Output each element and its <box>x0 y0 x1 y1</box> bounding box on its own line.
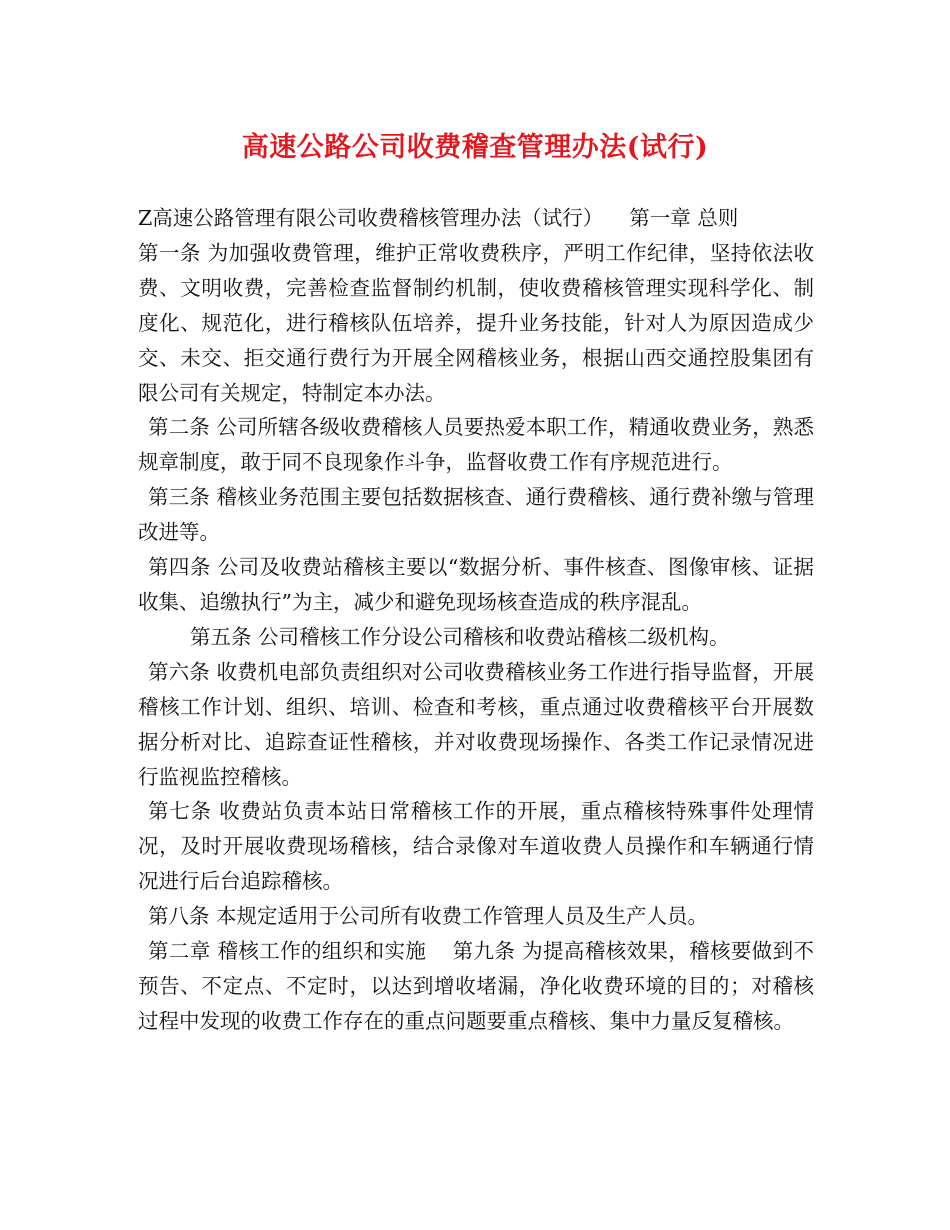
chapter-heading: 第一章 总则 <box>629 206 739 230</box>
chapter-heading: 第二章 稽核工作的组织和实施 <box>148 939 427 964</box>
paragraph-text: Z高速公路管理有限公司收费稽核管理办法（试行） <box>138 206 604 230</box>
paragraph-text: 第九条 为提高稽核效果，稽核要做到不预告、不定点、不定时，以达到增收堵漏，净化收费环境的目的；对稽核过程中发现的收费工作存在的重点问题要重点稽核、集中力量反复稽核。 <box>138 939 815 1033</box>
document-body <box>138 201 814 1039</box>
paragraph-article-2: 第二条 公司所辖各级收费稽核人员要热爱本职工作，精通收费业务，熟悉规章制度，敢于同不良现象作斗争，监督收费工作有序规范进行。 <box>138 415 814 475</box>
paragraph-article-4: 第四条 公司及收费站稽核主要以“数据分析、事件核查、图像审核、证据收集、追缴执行”为主，减少和避免现场核查造成的秩序混乱。 <box>138 555 814 614</box>
paragraph-article-5: 第五条 公司稽核工作分设公司稽核和收费站稽核二级机构。 <box>190 624 730 649</box>
paragraph-chapter-2 <box>138 934 814 1039</box>
paragraph-article-8: 第八条 本规定适用于公司所有收费工作管理人员及生产人员。 <box>148 904 709 929</box>
paragraph-article-3: 第三条 稽核业务范围主要包括数据核查、通行费稽核、通行费补缴与管理改进等。 <box>138 485 814 545</box>
paragraph-intro <box>138 201 814 236</box>
paragraph-article-6: 第六条 收费机电部负责组织对公司收费稽核业务工作进行指导监督，开展稽核工作计划、组织、培训、检查和考核，重点通过收费稽核平台开展数据分析对比、追踪查证性稽核，并对收费现场操作、各类工作记录情况进行监视监控稽核。 <box>138 659 814 789</box>
paragraph-article-1: 第一条 为加强收费管理，维护正常收费秩序，严明工作纪律，坚持依法收费、文明收费，完善检查监督制约机制，使收费稽核管理实现科学化、制度化、规范化，进行稽核队伍培养，提升业务技能，针对人为原因造成少交、未交、拒交通行费行为开展全网稽核业务，根据山西交通控股集团有限公司有关规定，特制定本办法。 <box>138 240 814 405</box>
paragraph-article-7: 第七条 收费站负责本站日常稽核工作的开展，重点稽核特殊事件处理情况，及时开展收费现场稽核，结合录像对车道收费人员操作和车辆通行情况进行后台追踪稽核。 <box>138 799 814 894</box>
document-title: 高速公路公司收费稽查管理办法(试行) <box>241 132 709 163</box>
